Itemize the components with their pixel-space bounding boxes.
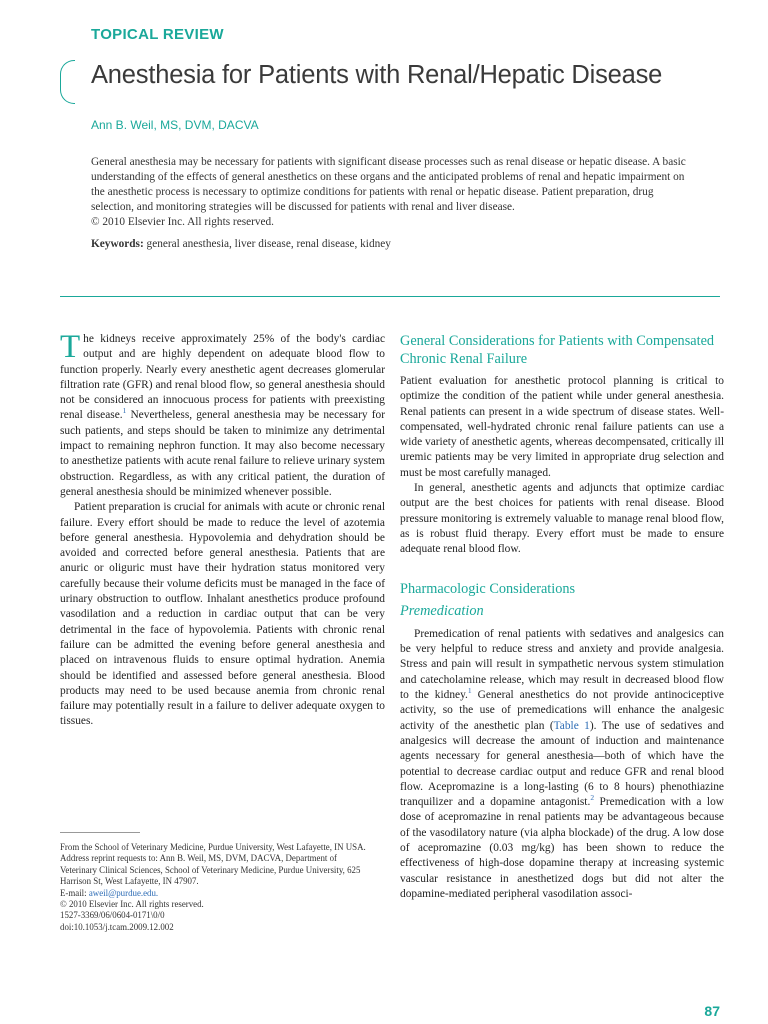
- paragraph-text: Premedication of renal patients with sedatives and analgesics can be very helpful to reduce stress and anxiety and provide analgesia. Stress and pain will result in sympathetic nervous system stimulation and catecholamine release, which may result in decreased blood flow to the kidney.: [400, 627, 724, 702]
- email-line: [60, 888, 375, 899]
- citation-link[interactable]: 1: [467, 686, 472, 696]
- left-column: [60, 329, 385, 730]
- issn: 1527-3369/06/0604-0171\0/0: [60, 910, 165, 921]
- citation-link[interactable]: 2: [590, 793, 595, 803]
- footnote-divider: [60, 832, 140, 833]
- section-heading: Pharmacologic Considerations: [400, 580, 576, 597]
- abstract-copyright: © 2010 Elsevier Inc. All rights reserved.: [91, 215, 275, 228]
- title-bracket: [60, 60, 75, 104]
- citation-link[interactable]: 1: [122, 406, 127, 416]
- section-heading: General Considerations for Patients with Compensated Chronic Renal Failure: [400, 333, 715, 367]
- email-label: E-mail:: [60, 887, 89, 898]
- section-divider: [60, 296, 720, 297]
- reprint-address: Address reprint requests to: Ann B. Weil, MS, DVM, DACVA, Department of Veterinary Clinical Sciences, School of Veterinary Medicine, Purdue University, 625 Harrison St, West Lafayette, IN 47907.: [60, 853, 361, 887]
- email-link[interactable]: aweil@purdue.edu.: [88, 887, 159, 898]
- abstract-text: General anesthesia may be necessary for patients with significant disease processes such as renal disease or hepatic disease. A basic understanding of the effects of general anesthetics on these organs and the anticipated problems of renal and hepatic impairment on the anesthetic process is necessary to optimize conditions for patients with renal or hepatic disease. Patient preparation, drug selection, and monitoring strategies will be discussed for patients with renal and liver disease.: [91, 156, 686, 213]
- paragraph: [60, 329, 385, 500]
- paragraph-text: ). The use of sedatives and analgesics will decrease the amount of induction and maintenance agents necessary for general anesthesia—both of which have the potential to decrease cardiac output and reduce GFR and renal blood flow. Acepromazine is a long-lasting (6 to 8 hours) phenothiazine tranquilizer and a dopamine antagonist.: [400, 719, 724, 809]
- paragraph: In general, anesthetic agents and adjuncts that optimize cardiac output are the best choices for patients with renal disease. Blood pressure monitoring is extremely valuable to manage renal blood flow, as is robust fluid therapy. Every effort must be made to ensure adequate renal blood flow.: [400, 482, 724, 556]
- article-title: Anesthesia for Patients with Renal/Hepatic Disease: [91, 61, 663, 89]
- page-number: 87: [704, 1003, 720, 1019]
- section-label: TOPICAL REVIEW: [91, 26, 224, 43]
- paragraph-text: General anesthetics do not provide antinociceptive activity, so the use of premedications will enhance the analgesic activity of the anesthetic plan (: [400, 689, 724, 732]
- author-line: Ann B. Weil, MS, DVM, DACVA: [91, 118, 259, 132]
- subsection-heading: Premedication: [400, 602, 484, 619]
- right-column: [400, 332, 724, 902]
- table-link[interactable]: Table 1: [553, 719, 590, 732]
- affiliation: From the School of Veterinary Medicine, Purdue University, West Lafayette, IN USA.: [60, 842, 366, 852]
- abstract: [91, 155, 691, 251]
- drop-cap: T: [60, 329, 81, 365]
- paragraph: Patient evaluation for anesthetic protocol planning is critical to optimize the condition of the patient while under general anesthesia. Renal patients can present in a wide spectrum of disease states. Well-compensated, well-hydrated chronic renal failure patients can use a wide variety of anesthetic agents, whereas decompensated, critically ill uremic patients may be very limited in appropriate drug selection and must be most carefully managed.: [400, 375, 724, 479]
- paragraph-text: he kidneys receive approximately 25% of the body's cardiac output and are highly dependent on adequate blood flow to function properly. Nearly every anesthetic agent decreases glomerular filtration rate (GFR) and renal blood flow, so general anesthesia should not be considered an innocuous process for patients with preexisting renal disease.: [60, 333, 385, 422]
- keywords-label: Keywords:: [91, 237, 144, 250]
- keywords: [91, 237, 691, 252]
- paragraph-text: Nevertheless, general anesthesia may be necessary for such patients, and steps should be taken to minimize any detrimental impact to remaining nephron function. It may also become necessary to anesthetize patients with acute renal failure to relieve urinary system obstruction. Regardless, as with any critical patient, the duration of general anesthesia should be minimized whenever possible.: [60, 409, 385, 498]
- footnote: [60, 842, 375, 933]
- paragraph: Patient preparation is crucial for animals with acute or chronic renal failure. Every effort should be made to reduce the level of azotemia before general anesthesia. Hypovolemia and dehydration should be avoided and corrected before general anesthesia. Patients that are anuric or oliguric must have their hydration status monitored very carefully because their volume deficits must be managed in the face of urinary obstruction to outflow. Inhalant anesthetics produce profound vasodilation and a reduction in cardiac output that can be very detrimental in the face of hypovolemia. Patients with chronic renal failure can be admitted the evening before general anesthesia and placed on intravenous fluids to ensure optimal hydration. Anemia should be identified and assessed before general anesthesia. Blood products may need to be used because anemia from chronic renal failure may potentially result in a failure to deliver adequate oxygen to tissues.: [60, 501, 385, 728]
- footnote-copyright: © 2010 Elsevier Inc. All rights reserved.: [60, 899, 204, 910]
- doi: doi:10.1053/j.tcam.2009.12.002: [60, 921, 174, 932]
- paragraph-text: Premedication with a low dose of acepromazine in renal patients may be advantageous because of the vasodilatory nature (via alpha blockade) of the drug. A low dose of acepromazine (0.03 mg/kg) has been shown to reduce the effectiveness of high-dose dopamine therapy at increasing systemic vascular resistance in anesthetized dogs but did not alter the dopamine-mediated peripheral vasodilation associ-: [400, 796, 724, 900]
- keywords-list: general anesthesia, liver disease, renal disease, kidney: [146, 237, 391, 250]
- paragraph: [400, 627, 724, 902]
